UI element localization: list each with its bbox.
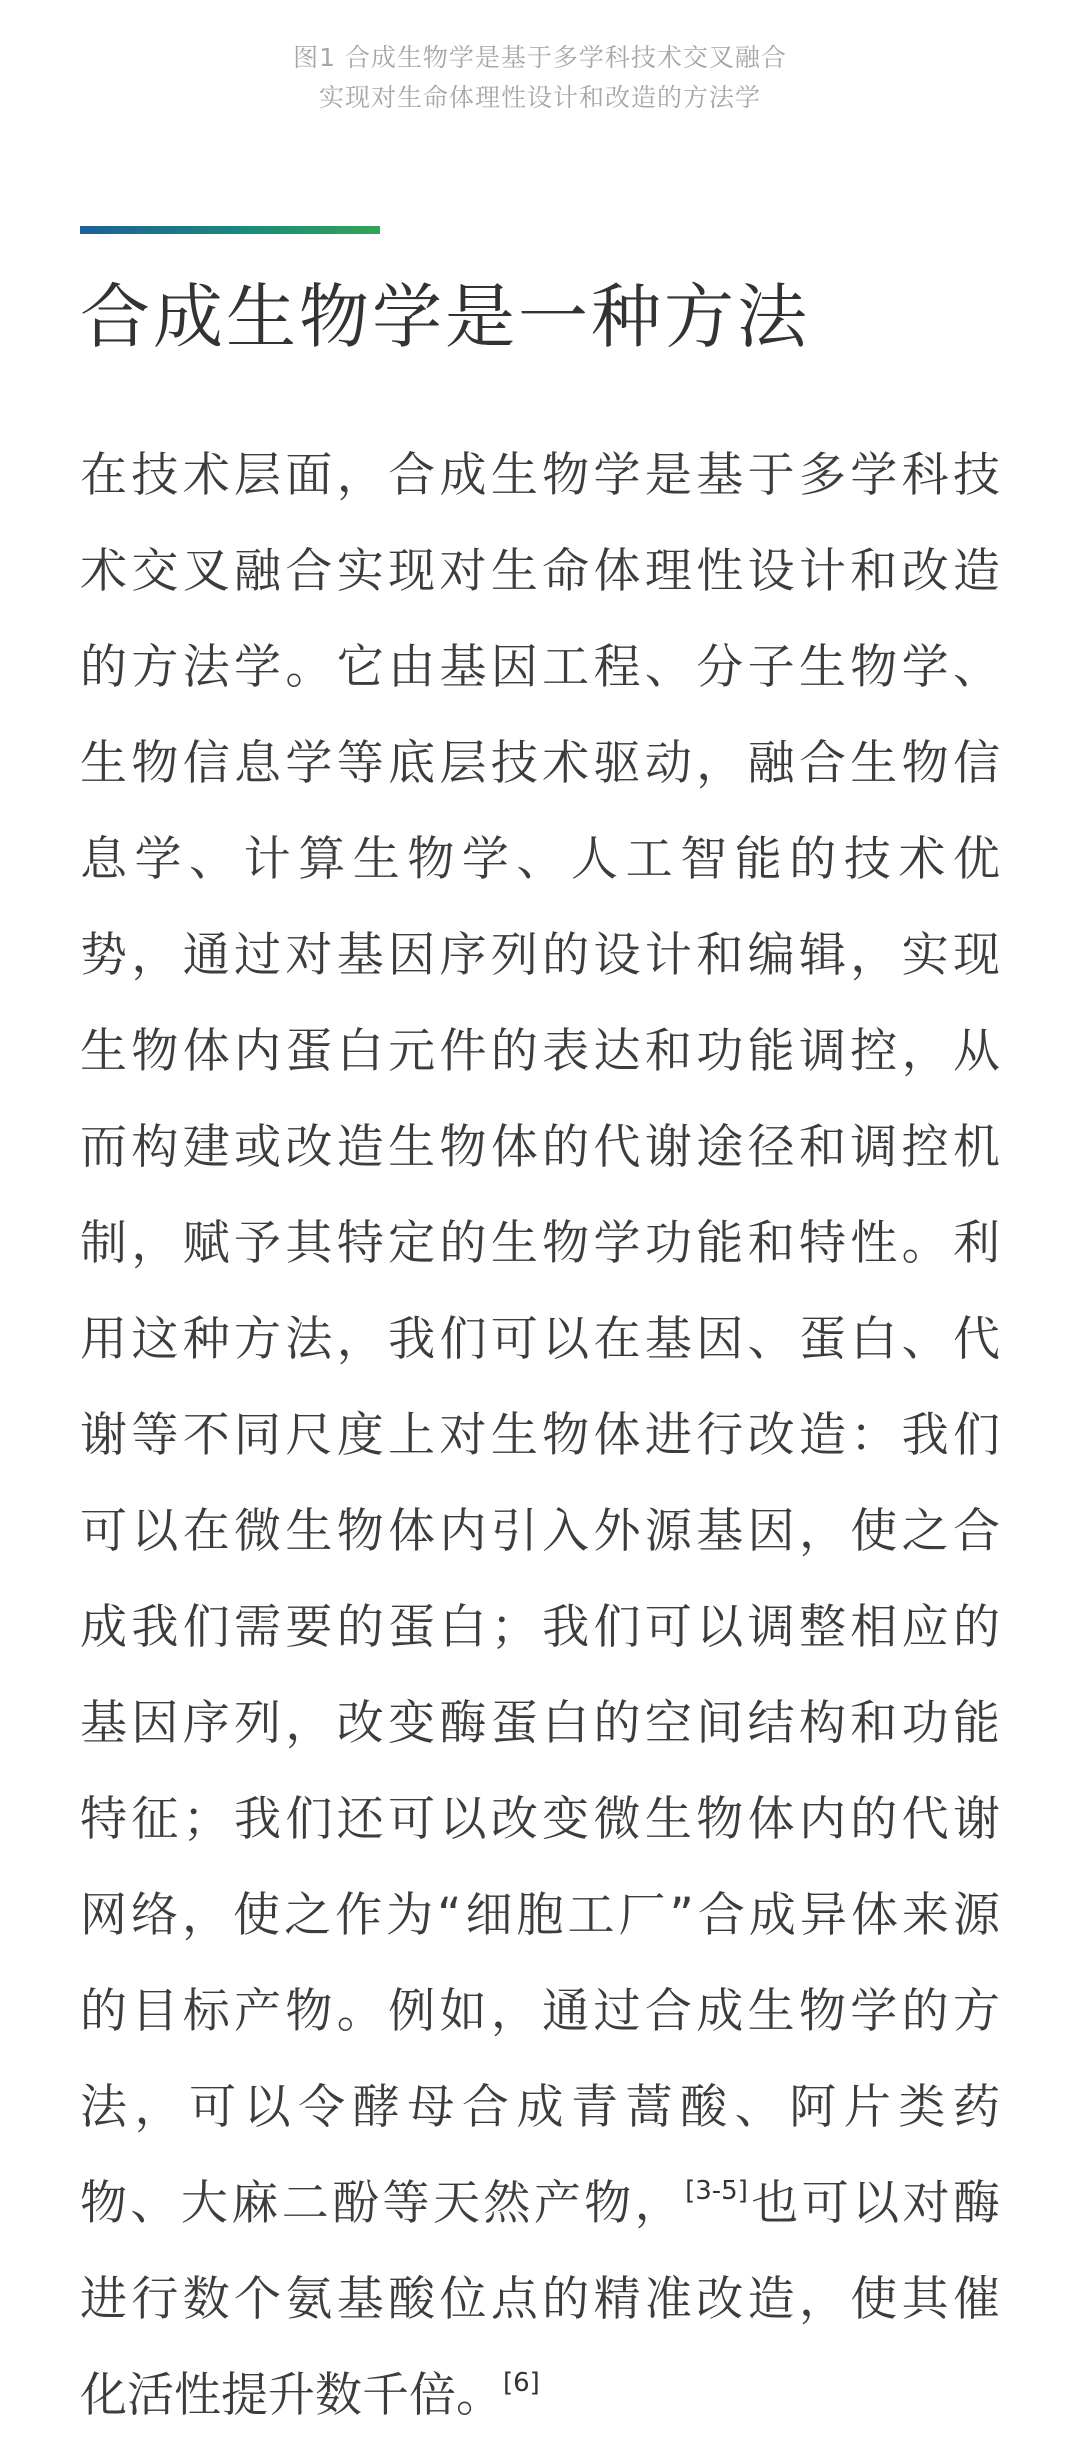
paragraph-line: 而构建或改造生物体的代谢途径和调控机 (80, 1120, 1000, 1175)
paragraph-line: 生物体内蛋白元件的表达和功能调控，从 (80, 1024, 1000, 1079)
paragraph-line: 特征；我们还可以改变微生物体内的代谢 (80, 1792, 1000, 1847)
paragraph-line: 的目标产物。例如，通过合成生物学的方 (80, 1984, 1000, 2039)
paragraph-line: 用这种方法，我们可以在基因、蛋白、代 (80, 1312, 1000, 1367)
paragraph-last-line (80, 2348, 1000, 2444)
paragraph-line: 术交叉融合实现对生命体理性设计和改造 (80, 544, 1000, 599)
paragraph-line: 基因序列，改变酶蛋白的空间结构和功能 (80, 1696, 1000, 1751)
figure-caption-line-1: 图1 合成生物学是基于多学科技术交叉融合 (293, 43, 787, 72)
section-heading: 合成生物学是一种方法 (80, 276, 810, 358)
section-accent-bar (80, 226, 380, 234)
paragraph-line: 成我们需要的蛋白；我们可以调整相应的 (80, 1600, 1000, 1655)
paragraph-line-with-citation (80, 2156, 1000, 2252)
paragraph-line: 制，赋予其特定的生物学功能和特性。利 (80, 1216, 1000, 1271)
paragraph-line: 网络，使之作为“细胞工厂”合成异体来源 (80, 1888, 1000, 1943)
paragraph-line: 息学、计算生物学、人工智能的技术优 (80, 832, 1000, 887)
article-paragraph (80, 428, 1000, 2444)
paragraph-line: 在技术层面，合成生物学是基于多学科技 (80, 448, 1000, 503)
paragraph-text: 物、大麻二酚等天然产物， (80, 2176, 686, 2231)
paragraph-line: 谢等不同尺度上对生物体进行改造：我们 (80, 1408, 1000, 1463)
citation-ref: [3-5] (685, 2176, 748, 2206)
paragraph-line: 可以在微生物体内引入外源基因，使之合 (80, 1504, 1000, 1559)
paragraph-line: 势，通过对基因序列的设计和编辑，实现 (80, 928, 1000, 983)
paragraph-line: 的方法学。它由基因工程、分子生物学、 (80, 640, 1000, 695)
paragraph-text: 化活性提升数千倍。 (80, 2368, 503, 2423)
paragraph-line: 生物信息学等底层技术驱动，融合生物信 (80, 736, 1000, 791)
paragraph-text: 也可以对酶 (747, 2176, 1000, 2231)
paragraph-line: 进行数个氨基酸位点的精准改造，使其催 (80, 2272, 1000, 2327)
figure-caption-line-2: 实现对生命体理性设计和改造的方法学 (318, 83, 761, 112)
citation-ref: [6] (503, 2368, 540, 2398)
figure-caption (0, 38, 1080, 118)
paragraph-line: 法，可以令酵母合成青蒿酸、阿片类药 (80, 2080, 1000, 2135)
